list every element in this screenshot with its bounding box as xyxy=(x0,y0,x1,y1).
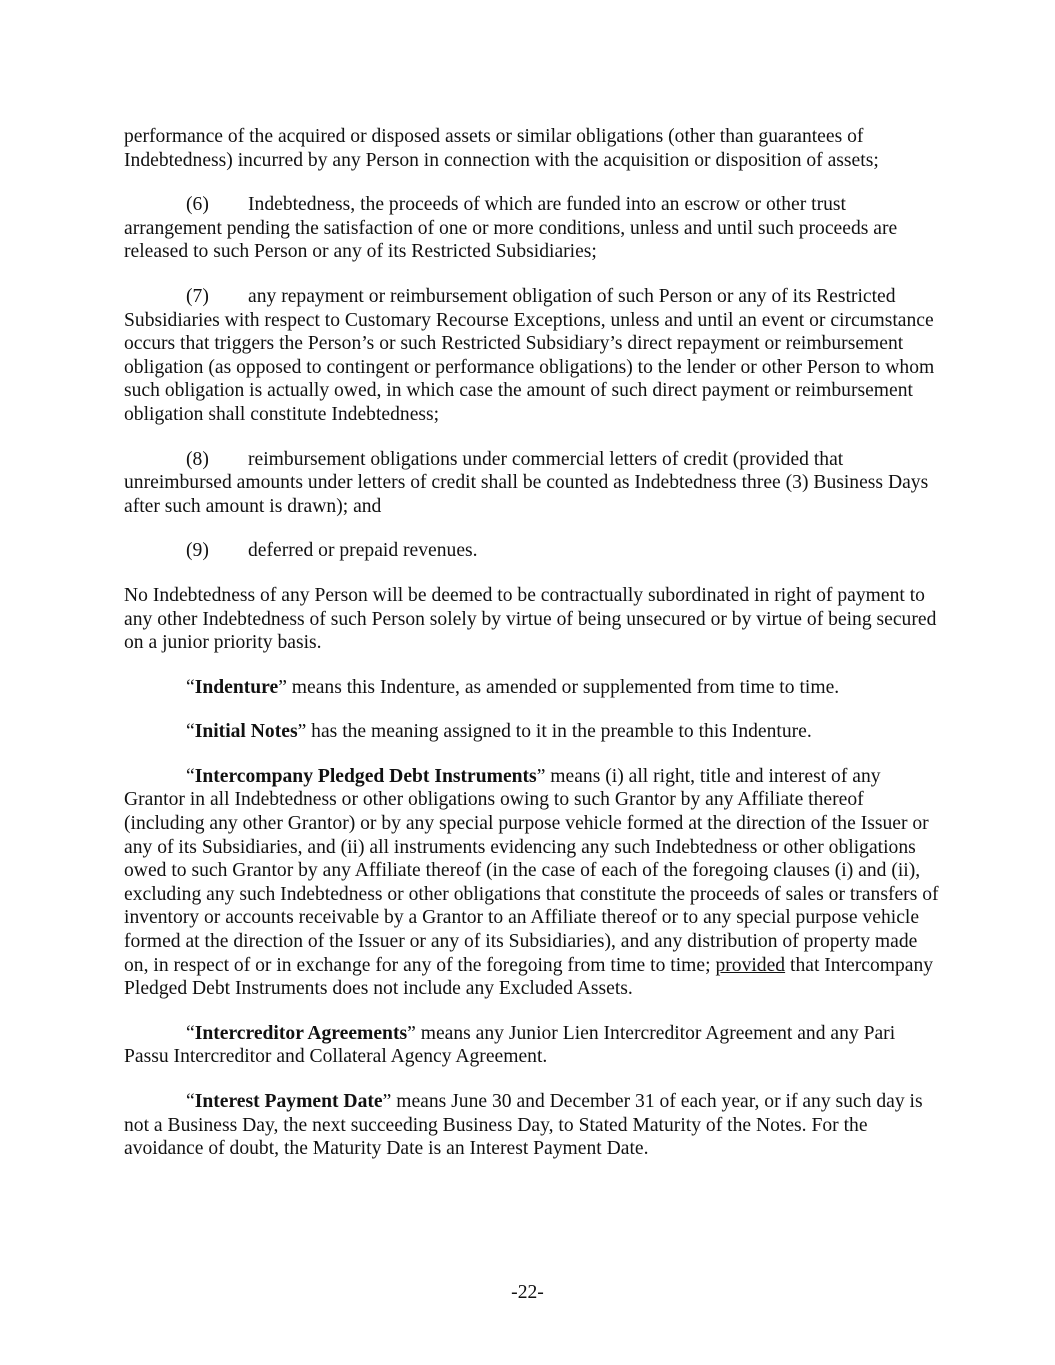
definition-text-continued: that Intercompany Pledged Debt Instruments does not include any Excluded Assets. xyxy=(124,954,934,1000)
item-number: (8) xyxy=(186,448,209,470)
definition-initial-notes: “Initial Notes” has the meaning assigned to it in the preamble to this Indenture. xyxy=(186,721,812,743)
definition-intercreditor-agreements: “Intercreditor Agreements” means any Junior Lien Intercreditor Agreement and any Pari Passu Intercreditor and Collateral Agency Agreement. xyxy=(124,1022,896,1068)
item-text: Indebtedness, the proceeds of which are funded into an escrow or other trust arrangement pending the satisfaction of one or more conditions, unless and until such proceeds are released to such Person or any of its Restricted Subsidiaries; xyxy=(124,194,898,263)
document-body xyxy=(124,125,944,1182)
list-item xyxy=(124,193,944,264)
list-item xyxy=(124,285,944,427)
item-number: (6) xyxy=(186,194,209,216)
definition-text: ” means (i) all right, title and interest of any Grantor in all Indebtedness or other obligations owing to such Grantor by any Affiliate thereof (including any other Grantor) or by any special purpose vehicle formed at the direction of the Issuer or any of its Subsidiaries, and (ii) all instruments evidencing any such Indebtedness or other obligations owed to such Grantor by any Affiliate thereof (in the case of each of the foregoing clauses (i) and (ii), excluding any such Indebtedness or other obligations that constitute the proceeds of sales or transfers of inventory or accounts receivable by a Grantor to an Affiliate thereof or to any special purpose vehicle formed at the direction of the Issuer or any of its Subsidiaries), and any distribution of property made on, in respect of or in exchange for any of the foregoing from time to time; xyxy=(124,765,939,976)
item-text: reimbursement obligations under commercial letters of credit (provided that unreimbursed amounts under letters of credit shall be counted as Indebtedness three (3) Business Days after such amount is drawn); and xyxy=(124,448,929,517)
list-item xyxy=(124,539,944,563)
underlined-word: provided xyxy=(715,954,786,976)
item-number: (7) xyxy=(186,285,209,307)
defined-term: Intercreditor Agreements xyxy=(194,1022,408,1044)
defined-term: Interest Payment Date xyxy=(194,1091,383,1112)
list-item xyxy=(124,448,944,519)
page-number: -22- xyxy=(511,1282,544,1303)
definition-text: ” means this Indenture, as amended or supplemented from time to time. xyxy=(278,676,840,698)
defined-term: Indenture xyxy=(194,676,279,698)
defined-term: Initial Notes xyxy=(194,721,298,743)
item-text: deferred or prepaid revenues. xyxy=(248,540,478,562)
definition-interest-payment-date: “Interest Payment Date” means June 30 and December 31 of each year, or if any such day is not a Business Day, the next succeeding Business Day, to Stated Maturity of the Notes. For the avoidance of doubt, the Maturity Date is an Interest Payment Date. xyxy=(124,1091,923,1160)
defined-term: Intercompany Pledged Debt Instruments xyxy=(194,765,537,787)
item-number: (9) xyxy=(186,540,209,562)
definition-intercompany-pledged-debt-instruments: “Intercompany Pledged Debt Instruments” means (i) all right, title and interest of any Grantor in all Indebtedness or other obligations owing to such Grantor by any Affiliate thereof (including any other Grantor) or by any special purpose vehicle formed at the direction of the Issuer or any of its Subsidiaries, and (ii) all instruments evidencing any such Indebtedness or other obligations owed to such Grantor by any Affiliate thereof (in the case of each of the foregoing clauses (i) and (ii), excluding any such Indebtedness or other obligations that constitute the proceeds of sales or transfers of inventory or accounts receivable by a Grantor to an Affiliate thereof or to any special purpose vehicle formed at the direction of the Issuer or any of its Subsidiaries), and any distribution of property made on, in respect of or in exchange for any of the foregoing from time to time; provided that Intercompany Pledged Debt Instruments does not include any Excluded Assets. xyxy=(124,765,939,1000)
definition-text: ” means June 30 and December 31 of each year, or if any such day is not a Business Day, the next succeeding Business Day, to Stated Maturity of the Notes. For the avoidance of doubt, the Maturity Date is an Interest Payment Date. xyxy=(124,1091,923,1160)
paragraph-continuation: performance of the acquired or disposed assets or similar obligations (other than guarantees of Indebtedness) incurred by any Person in connection with the acquisition or disposition of assets; xyxy=(124,126,879,171)
definition-text: ” means any Junior Lien Intercreditor Agreement and any Pari Passu Intercreditor and Collateral Agency Agreement. xyxy=(124,1022,896,1068)
definition-indenture: “Indenture” means this Indenture, as amended or supplemented from time to time. xyxy=(186,676,840,698)
paragraph-subordination: No Indebtedness of any Person will be deemed to be contractually subordinated in right of payment to any other Indebtedness of such Person solely by virtue of being unsecured or by virtue of being secured on a junior priority basis. xyxy=(124,584,937,654)
definition-text: ” has the meaning assigned to it in the preamble to this Indenture. xyxy=(297,721,812,743)
item-text: any repayment or reimbursement obligation of such Person or any of its Restricted Subsidiaries with respect to Customary Recourse Exceptions, unless and until an event or circumstance occurs that triggers the Person’s or such Restricted Subsidiary’s direct repayment or reimbursement obligation (as opposed to contingent or performance obligations) to the lender or other Person to whom such obligation is actually owed, in which case the amount of such direct payment or reimbursement obligation shall constitute Indebtedness; xyxy=(124,285,935,425)
